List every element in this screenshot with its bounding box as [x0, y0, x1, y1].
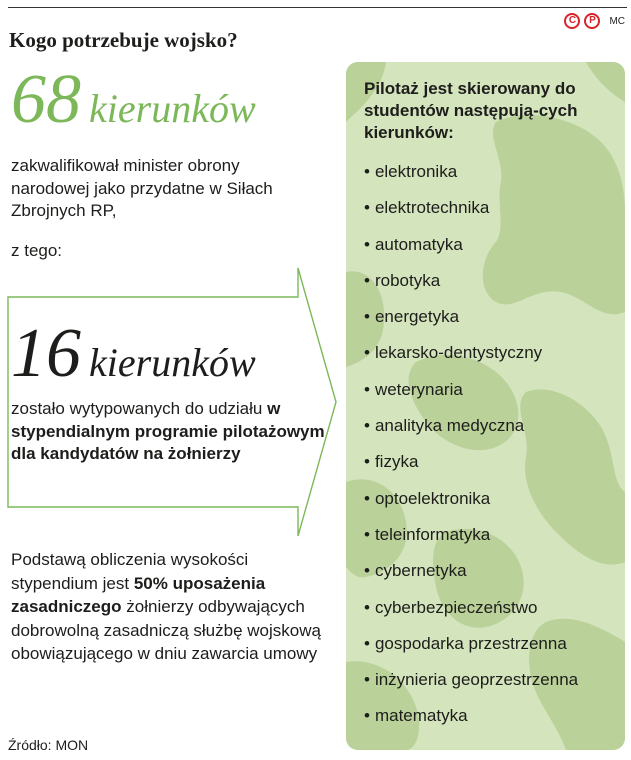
- bullet-icon: •: [364, 270, 370, 290]
- bullet-icon: •: [364, 379, 370, 399]
- list-item-label: analityka medyczna: [374, 416, 525, 436]
- bullet-icon: •: [364, 307, 370, 327]
- list-item: [364, 524, 578, 560]
- stipend-paragraph: [11, 548, 331, 666]
- bullet-icon: •: [364, 706, 370, 726]
- list-item-label: inżynieria geoprzestrzenna: [374, 670, 579, 690]
- list-item: [364, 451, 578, 487]
- page-title: Kogo potrzebuje wojsko?: [9, 28, 238, 52]
- list-item: [364, 488, 578, 524]
- bullet-icon: •: [364, 162, 370, 181]
- list-item: [364, 161, 578, 197]
- bullet-icon: •: [364, 597, 370, 617]
- list-item: [364, 669, 578, 705]
- stat1-connector: z tego:: [11, 241, 63, 260]
- list-item-label: robotyka: [374, 270, 441, 290]
- list-item: [364, 633, 578, 669]
- stat1-headline: [11, 60, 256, 140]
- list-item: [364, 234, 578, 270]
- list-item-label: fizyka: [374, 452, 419, 472]
- list-item: [364, 560, 578, 596]
- list-item-label: lekarsko-dentystyczny: [374, 343, 543, 363]
- fields-panel: [346, 62, 625, 750]
- list-item-label: energetyka: [374, 307, 460, 327]
- list-item: [364, 705, 578, 741]
- stat1-word: kierunków: [89, 86, 256, 131]
- list-item: [364, 379, 578, 415]
- bullet-icon: •: [364, 488, 370, 508]
- list-item-label: cyberbezpieczeństwo: [374, 597, 538, 617]
- bullet-icon: •: [364, 524, 370, 544]
- stat1-number: 68: [11, 61, 81, 138]
- list-item-label: weterynaria: [374, 379, 463, 399]
- bullet-icon: •: [364, 343, 370, 363]
- top-rule: [8, 7, 627, 8]
- list-item-label: gospodarka przestrzenna: [374, 633, 567, 653]
- stipend-part2: żołnierzy odbywających dobrowolną zasadniczą służbę wojskową obowiązującego w dniu zawarcia umowy: [11, 597, 321, 663]
- copyright-p-icon: P: [584, 13, 600, 29]
- stat1-description: zakwalifikował minister obrony narodowej jako przydatne w Siłach Zbrojnych RP,: [11, 156, 273, 220]
- list-item-label: matematyka: [374, 706, 468, 726]
- stat2-description: [11, 398, 331, 466]
- list-item: [364, 270, 578, 306]
- stipend-part1: Podstawą obliczenia wysokości stypendium jest: [11, 550, 249, 593]
- stat2-word: kierunków: [89, 340, 256, 385]
- list-item: [364, 597, 578, 633]
- author-initials: MC: [609, 15, 625, 27]
- list-item: [364, 415, 578, 451]
- list-item: [364, 197, 578, 233]
- list-item-label: elektronika: [374, 162, 458, 181]
- source-note: Źródło: MON: [8, 737, 89, 753]
- fields-list: [364, 161, 578, 742]
- panel-heading: Pilotaż jest skierowany do studentów następują-cych kierunków:: [364, 79, 578, 142]
- stat2-description-bold: w stypendialnym programie pilotażowym dla kandydatów na żołnierzy: [11, 399, 325, 463]
- copyright-c-icon: C: [564, 13, 580, 29]
- list-item: [364, 306, 578, 342]
- list-item-label: cybernetyka: [374, 561, 467, 581]
- bullet-icon: •: [364, 452, 370, 472]
- stat2-headline: [11, 314, 256, 394]
- list-item-label: elektrotechnika: [374, 198, 490, 218]
- bullet-icon: •: [364, 561, 370, 581]
- bullet-icon: •: [364, 670, 370, 690]
- bullet-icon: •: [364, 234, 370, 254]
- bullet-icon: •: [364, 633, 370, 653]
- bullet-icon: •: [364, 198, 370, 218]
- credit: [564, 13, 625, 29]
- list-item-label: optoelektronika: [374, 488, 491, 508]
- list-item-label: teleinformatyka: [374, 524, 491, 544]
- stat2-number: 16: [11, 315, 81, 392]
- bullet-icon: •: [364, 416, 370, 436]
- stat2-description-plain: zostało wytypowanych do udziału: [11, 399, 263, 418]
- stipend-bold: 50% uposażenia zasadniczego: [11, 573, 266, 616]
- list-item-label: automatyka: [374, 234, 463, 254]
- list-item: [364, 342, 578, 378]
